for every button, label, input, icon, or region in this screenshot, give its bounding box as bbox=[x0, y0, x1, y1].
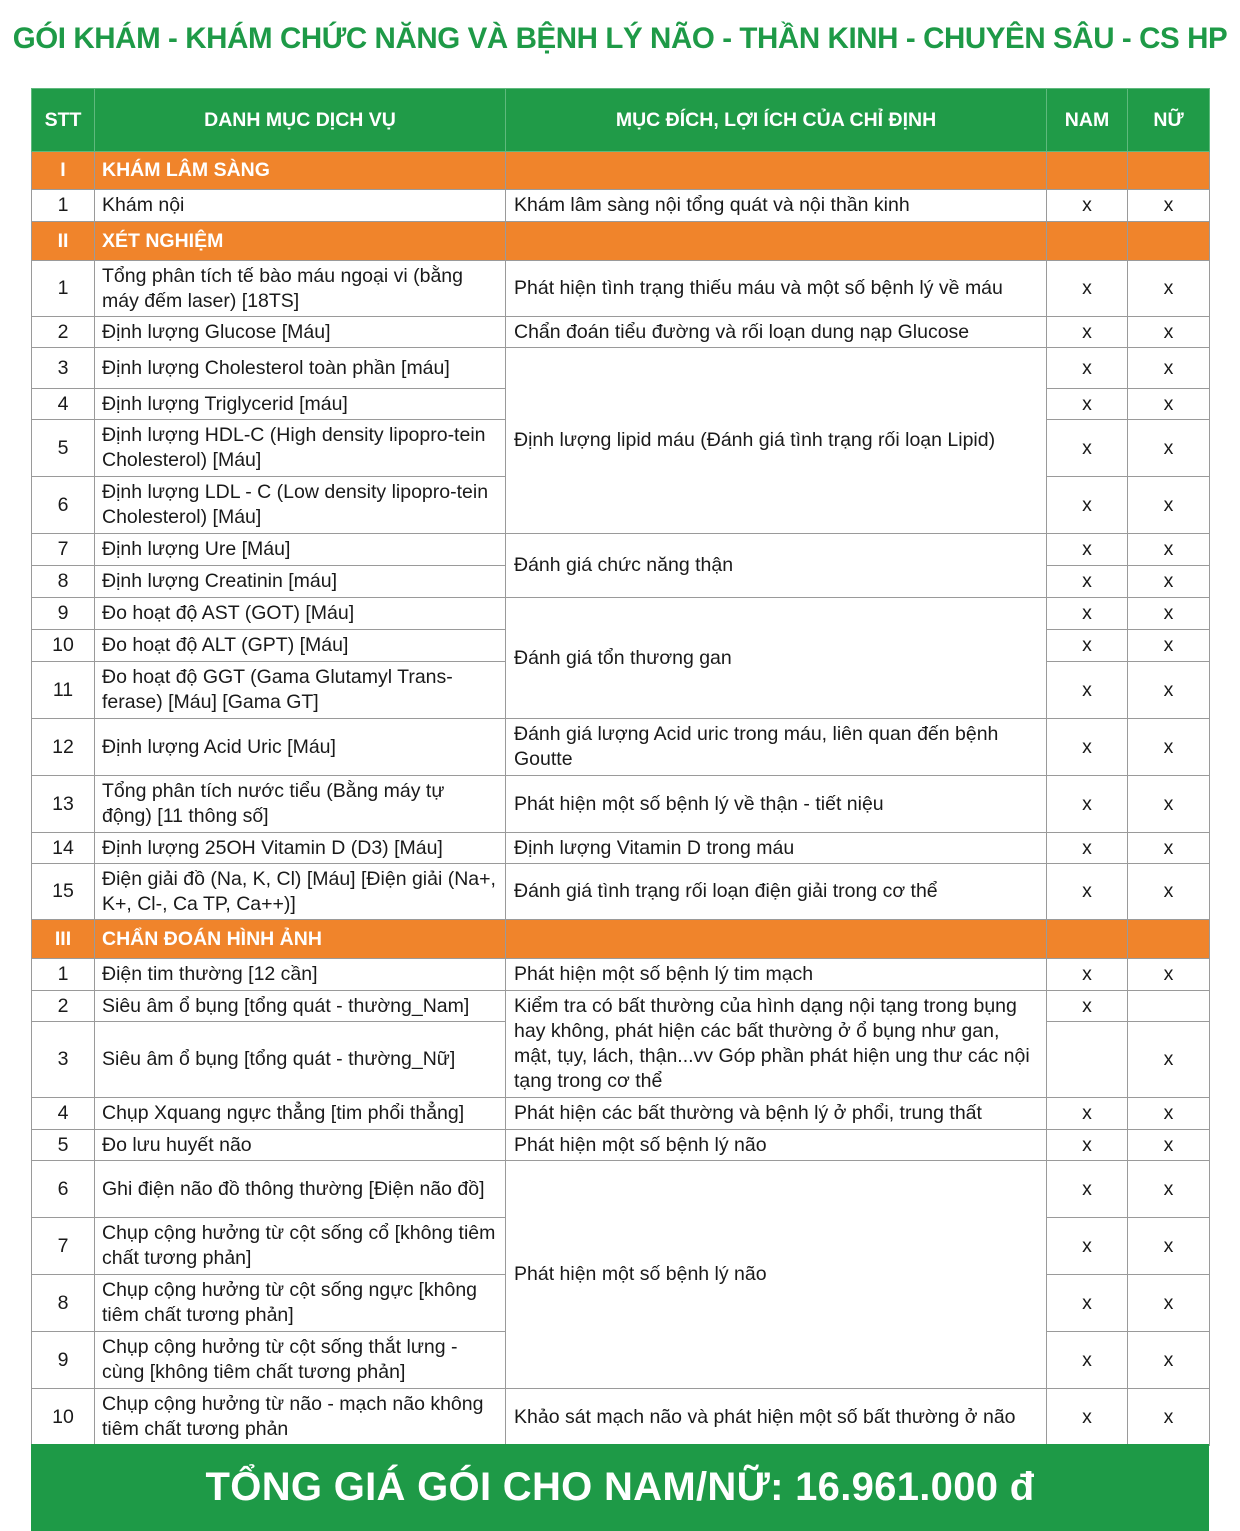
row-service: Siêu âm ổ bụng [tổng quát - thường_Nam] bbox=[95, 991, 506, 1022]
row-stt: 14 bbox=[32, 833, 95, 864]
row-service: Tổng phân tích nước tiểu (Bằng máy tự động) [11 thông số] bbox=[95, 776, 506, 833]
row-service: Điện tim thường [12 cần] bbox=[95, 959, 506, 991]
female-mark: x bbox=[1128, 1161, 1210, 1218]
row-stt: 10 bbox=[32, 630, 95, 662]
section-blank bbox=[506, 920, 1047, 959]
female-mark: x bbox=[1128, 534, 1210, 566]
row-service: Định lượng Creatinin [máu] bbox=[95, 566, 506, 598]
row-stt: 4 bbox=[32, 389, 95, 420]
table-row bbox=[32, 833, 1210, 864]
male-mark: x bbox=[1047, 566, 1128, 598]
female-mark: x bbox=[1128, 662, 1210, 719]
total-price-text: TỔNG GIÁ GÓI CHO NAM/NỮ: 16.961.000 đ bbox=[205, 1465, 1035, 1509]
female-mark: x bbox=[1128, 959, 1210, 991]
female-mark: x bbox=[1128, 1130, 1210, 1161]
row-purpose: Đánh giá lượng Acid uric trong máu, liên quan đến bệnh Goutte bbox=[506, 719, 1047, 776]
row-stt: 7 bbox=[32, 1218, 95, 1275]
female-mark: x bbox=[1128, 1275, 1210, 1332]
male-mark: x bbox=[1047, 1161, 1128, 1218]
female-mark: x bbox=[1128, 317, 1210, 348]
row-service: Đo hoạt độ ALT (GPT) [Máu] bbox=[95, 630, 506, 662]
male-mark: x bbox=[1047, 1275, 1128, 1332]
table-row bbox=[32, 776, 1210, 833]
female-mark: x bbox=[1128, 190, 1210, 222]
table-row bbox=[32, 991, 1210, 1022]
row-service: Chụp cộng hưởng từ cột sống thắt lưng - cùng [không tiêm chất tương phản] bbox=[95, 1332, 506, 1389]
male-mark: x bbox=[1047, 348, 1128, 389]
row-stt: 13 bbox=[32, 776, 95, 833]
row-service: Tổng phân tích tế bào máu ngoại vi (bằng máy đếm laser) [18TS] bbox=[95, 261, 506, 317]
row-stt: 10 bbox=[32, 1389, 95, 1446]
row-service: Chụp Xquang ngực thẳng [tim phổi thẳng] bbox=[95, 1098, 506, 1130]
row-service: Đo lưu huyết não bbox=[95, 1130, 506, 1161]
table-row bbox=[32, 1130, 1210, 1161]
section-blank bbox=[1047, 152, 1128, 190]
section-row bbox=[32, 222, 1210, 261]
row-service: Điện giải đồ (Na, K, Cl) [Máu] [Điện giải (Na+, K+, Cl-, Ca TP, Ca++)] bbox=[95, 864, 506, 920]
male-mark: x bbox=[1047, 190, 1128, 222]
table-row bbox=[32, 1161, 1210, 1218]
male-mark: x bbox=[1047, 662, 1128, 719]
row-stt: 1 bbox=[32, 190, 95, 222]
table-row bbox=[32, 959, 1210, 991]
row-purpose: Chẩn đoán tiểu đường và rối loạn dung nạp Glucose bbox=[506, 317, 1047, 348]
header-female: NỮ bbox=[1128, 89, 1210, 152]
row-stt: 2 bbox=[32, 991, 95, 1022]
header-purpose: MỤC ĐÍCH, LỢI ÍCH CỦA CHỈ ĐỊNH bbox=[506, 89, 1047, 152]
row-stt: 3 bbox=[32, 348, 95, 389]
male-mark: x bbox=[1047, 1098, 1128, 1130]
row-service: Đo hoạt độ AST (GOT) [Máu] bbox=[95, 598, 506, 630]
row-purpose: Kiểm tra có bất thường của hình dạng nội tạng trong bụng hay không, phát hiện các bất thường ở ổ bụng như gan, mật, tụy, lách, thận...vv Góp phần phát hiện ung thư các nội tạng trong cơ thể bbox=[506, 991, 1047, 1098]
row-service: Đo hoạt độ GGT (Gama Glutamyl Trans-ferase) [Máu] [Gama GT] bbox=[95, 662, 506, 719]
service-table bbox=[31, 88, 1210, 1446]
male-mark: x bbox=[1047, 991, 1128, 1022]
row-service: Siêu âm ổ bụng [tổng quát - thường_Nữ] bbox=[95, 1022, 506, 1098]
row-service: Ghi điện não đồ thông thường [Điện não đồ] bbox=[95, 1161, 506, 1218]
header-stt: STT bbox=[32, 89, 95, 152]
row-purpose: Phát hiện một số bệnh lý não bbox=[506, 1130, 1047, 1161]
row-stt: 7 bbox=[32, 534, 95, 566]
section-blank bbox=[506, 152, 1047, 190]
male-mark: x bbox=[1047, 864, 1128, 920]
male-mark: x bbox=[1047, 1130, 1128, 1161]
male-mark: x bbox=[1047, 959, 1128, 991]
male-mark: x bbox=[1047, 534, 1128, 566]
male-empty bbox=[1047, 1022, 1128, 1098]
row-stt: 6 bbox=[32, 477, 95, 534]
row-stt: 3 bbox=[32, 1022, 95, 1098]
row-service: Khám nội bbox=[95, 190, 506, 222]
female-mark: x bbox=[1128, 1389, 1210, 1446]
table-row bbox=[32, 1098, 1210, 1130]
table-row bbox=[32, 598, 1210, 630]
row-service: Định lượng Ure [Máu] bbox=[95, 534, 506, 566]
male-mark: x bbox=[1047, 261, 1128, 317]
male-mark: x bbox=[1047, 1332, 1128, 1389]
row-service: Định lượng Acid Uric [Máu] bbox=[95, 719, 506, 776]
female-mark: x bbox=[1128, 1332, 1210, 1389]
male-mark: x bbox=[1047, 1218, 1128, 1275]
row-stt: 9 bbox=[32, 1332, 95, 1389]
section-title: CHẨN ĐOÁN HÌNH ẢNH bbox=[95, 920, 506, 959]
section-blank bbox=[1047, 920, 1128, 959]
row-service: Định lượng Glucose [Máu] bbox=[95, 317, 506, 348]
male-mark: x bbox=[1047, 630, 1128, 662]
row-service: Định lượng HDL-C (High density lipopro-tein Cholesterol) [Máu] bbox=[95, 420, 506, 477]
section-blank bbox=[1128, 152, 1210, 190]
row-stt: 1 bbox=[32, 959, 95, 991]
row-purpose: Phát hiện một số bệnh lý về thận - tiết niệu bbox=[506, 776, 1047, 833]
row-stt: 6 bbox=[32, 1161, 95, 1218]
row-purpose: Khám lâm sàng nội tổng quát và nội thần kinh bbox=[506, 190, 1047, 222]
row-service: Chụp cộng hưởng từ cột sống cổ [không tiêm chất tương phản] bbox=[95, 1218, 506, 1275]
row-service: Định lượng Cholesterol toàn phần [máu] bbox=[95, 348, 506, 389]
section-row bbox=[32, 152, 1210, 190]
male-mark: x bbox=[1047, 776, 1128, 833]
row-service: Định lượng Triglycerid [máu] bbox=[95, 389, 506, 420]
table-row bbox=[32, 348, 1210, 389]
row-stt: 1 bbox=[32, 261, 95, 317]
male-mark: x bbox=[1047, 598, 1128, 630]
male-mark: x bbox=[1047, 719, 1128, 776]
row-stt: 12 bbox=[32, 719, 95, 776]
female-mark: x bbox=[1128, 477, 1210, 534]
table-row bbox=[32, 864, 1210, 920]
row-purpose: Phát hiện một số bệnh lý tim mạch bbox=[506, 959, 1047, 991]
male-mark: x bbox=[1047, 833, 1128, 864]
female-mark: x bbox=[1128, 1098, 1210, 1130]
row-stt: 8 bbox=[32, 1275, 95, 1332]
section-row bbox=[32, 920, 1210, 959]
table-row bbox=[32, 1389, 1210, 1446]
female-mark: x bbox=[1128, 719, 1210, 776]
table-row bbox=[32, 317, 1210, 348]
header-male: NAM bbox=[1047, 89, 1128, 152]
male-mark: x bbox=[1047, 389, 1128, 420]
female-mark: x bbox=[1128, 348, 1210, 389]
section-title: KHÁM LÂM SÀNG bbox=[95, 152, 506, 190]
table-row bbox=[32, 261, 1210, 317]
female-mark: x bbox=[1128, 598, 1210, 630]
section-blank bbox=[1128, 920, 1210, 959]
row-stt: 2 bbox=[32, 317, 95, 348]
male-mark: x bbox=[1047, 1389, 1128, 1446]
row-service: Định lượng 25OH Vitamin D (D3) [Máu] bbox=[95, 833, 506, 864]
section-blank bbox=[1047, 222, 1128, 261]
row-purpose: Đánh giá chức năng thận bbox=[506, 534, 1047, 598]
female-mark: x bbox=[1128, 389, 1210, 420]
table-row bbox=[32, 534, 1210, 566]
section-number: III bbox=[32, 920, 95, 959]
section-title: XÉT NGHIỆM bbox=[95, 222, 506, 261]
male-mark: x bbox=[1047, 477, 1128, 534]
section-number: I bbox=[32, 152, 95, 190]
total-price-banner bbox=[31, 1444, 1209, 1531]
row-purpose: Đánh giá tổn thương gan bbox=[506, 598, 1047, 719]
table-row bbox=[32, 190, 1210, 222]
female-mark: x bbox=[1128, 1022, 1210, 1098]
row-service: Chụp cộng hưởng từ cột sống ngực [không tiêm chất tương phản] bbox=[95, 1275, 506, 1332]
page-title: GÓI KHÁM - KHÁM CHỨC NĂNG VÀ BỆNH LÝ NÃO - THẦN KINH - CHUYÊN SÂU - CS HP bbox=[12, 22, 1228, 55]
female-empty bbox=[1128, 991, 1210, 1022]
row-stt: 9 bbox=[32, 598, 95, 630]
row-purpose: Phát hiện một số bệnh lý não bbox=[506, 1161, 1047, 1389]
table-row bbox=[32, 719, 1210, 776]
row-stt: 5 bbox=[32, 420, 95, 477]
row-purpose: Khảo sát mạch não và phát hiện một số bất thường ở não bbox=[506, 1389, 1047, 1446]
row-purpose: Phát hiện các bất thường và bệnh lý ở phổi, trung thất bbox=[506, 1098, 1047, 1130]
row-service: Định lượng LDL - C (Low density lipopro-tein Cholesterol) [Máu] bbox=[95, 477, 506, 534]
table-header-row bbox=[32, 89, 1210, 152]
male-mark: x bbox=[1047, 317, 1128, 348]
female-mark: x bbox=[1128, 420, 1210, 477]
header-service: DANH MỤC DỊCH VỤ bbox=[95, 89, 506, 152]
male-mark: x bbox=[1047, 420, 1128, 477]
female-mark: x bbox=[1128, 1218, 1210, 1275]
row-purpose: Phát hiện tình trạng thiếu máu và một số bệnh lý về máu bbox=[506, 261, 1047, 317]
female-mark: x bbox=[1128, 566, 1210, 598]
row-stt: 11 bbox=[32, 662, 95, 719]
section-number: II bbox=[32, 222, 95, 261]
female-mark: x bbox=[1128, 864, 1210, 920]
row-purpose: Đánh giá tình trạng rối loạn điện giải trong cơ thể bbox=[506, 864, 1047, 920]
female-mark: x bbox=[1128, 776, 1210, 833]
female-mark: x bbox=[1128, 630, 1210, 662]
row-stt: 15 bbox=[32, 864, 95, 920]
row-purpose: Định lượng lipid máu (Đánh giá tình trạng rối loạn Lipid) bbox=[506, 348, 1047, 534]
row-service: Chụp cộng hưởng từ não - mạch não không tiêm chất tương phản bbox=[95, 1389, 506, 1446]
row-stt: 4 bbox=[32, 1098, 95, 1130]
female-mark: x bbox=[1128, 261, 1210, 317]
female-mark: x bbox=[1128, 833, 1210, 864]
section-blank bbox=[506, 222, 1047, 261]
row-stt: 5 bbox=[32, 1130, 95, 1161]
row-purpose: Định lượng Vitamin D trong máu bbox=[506, 833, 1047, 864]
section-blank bbox=[1128, 222, 1210, 261]
row-stt: 8 bbox=[32, 566, 95, 598]
